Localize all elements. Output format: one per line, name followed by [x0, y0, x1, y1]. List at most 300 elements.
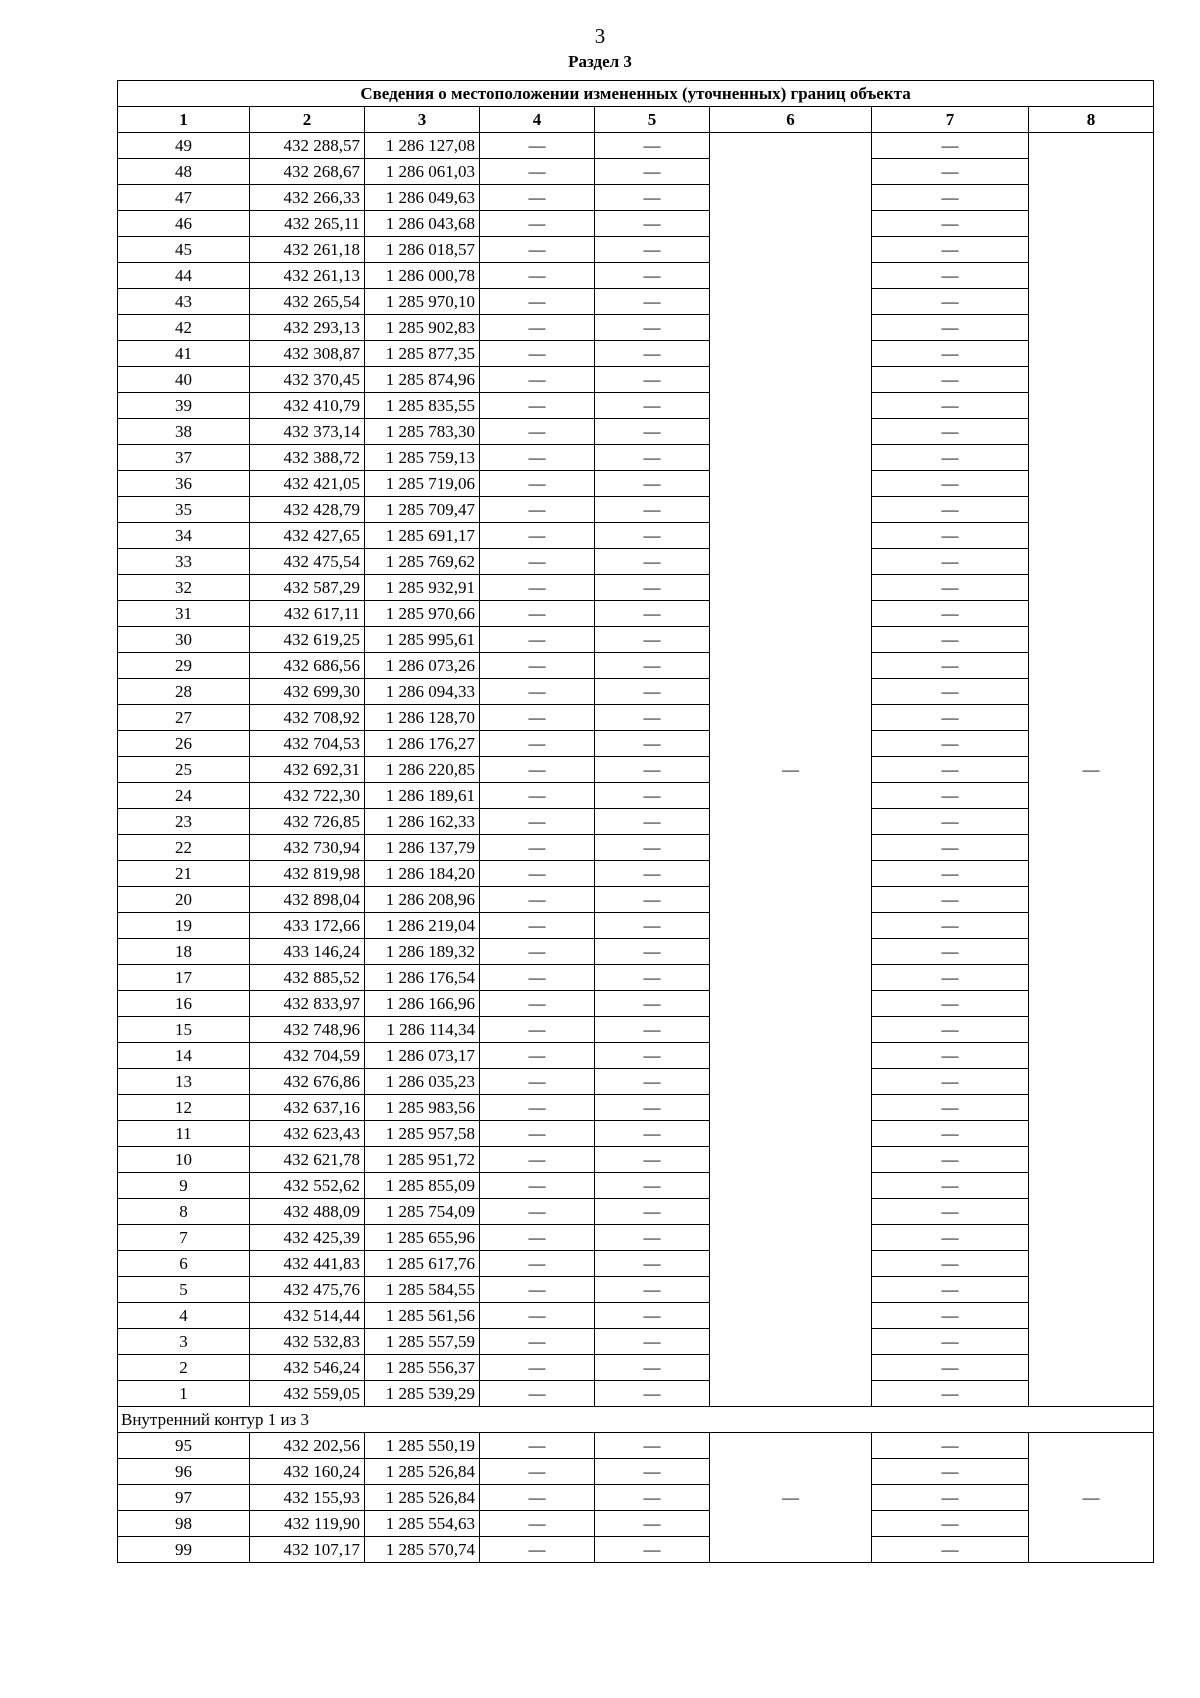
column-5-dash: — — [595, 549, 710, 575]
table-row — [118, 419, 1154, 445]
column-4-dash: — — [480, 185, 595, 211]
column-7-dash: — — [872, 1147, 1029, 1173]
point-number: 16 — [118, 991, 250, 1017]
coordinate-x: 432 637,16 — [250, 1095, 365, 1121]
column-5-dash: — — [595, 939, 710, 965]
coordinate-x: 432 428,79 — [250, 497, 365, 523]
column-5-dash: — — [595, 133, 710, 159]
coordinate-y: 1 285 570,74 — [365, 1537, 480, 1563]
column-5-dash: — — [595, 263, 710, 289]
table-row — [118, 913, 1154, 939]
table-row — [118, 1225, 1154, 1251]
column-4-dash: — — [480, 939, 595, 965]
column-4-dash: — — [480, 757, 595, 783]
coordinate-x: 433 146,24 — [250, 939, 365, 965]
coordinate-x: 432 708,92 — [250, 705, 365, 731]
point-number: 13 — [118, 1069, 250, 1095]
column-5-dash: — — [595, 393, 710, 419]
column-4-dash: — — [480, 523, 595, 549]
coordinate-x: 432 410,79 — [250, 393, 365, 419]
column-7-dash: — — [872, 835, 1029, 861]
column-5-dash: — — [595, 419, 710, 445]
column-4-dash: — — [480, 627, 595, 653]
table-row — [118, 1017, 1154, 1043]
coordinate-x: 432 546,24 — [250, 1355, 365, 1381]
column-4-dash: — — [480, 783, 595, 809]
column-4-dash: — — [480, 497, 595, 523]
coordinate-y: 1 285 617,76 — [365, 1251, 480, 1277]
point-number: 38 — [118, 419, 250, 445]
point-number: 18 — [118, 939, 250, 965]
column-number-5: 5 — [595, 107, 710, 133]
coordinate-y: 1 285 526,84 — [365, 1459, 480, 1485]
coordinate-y: 1 285 995,61 — [365, 627, 480, 653]
point-number: 98 — [118, 1511, 250, 1537]
coordinate-y: 1 285 655,96 — [365, 1225, 480, 1251]
point-number: 44 — [118, 263, 250, 289]
table-row — [118, 1485, 1154, 1511]
table-row — [118, 1043, 1154, 1069]
coordinate-x: 432 676,86 — [250, 1069, 365, 1095]
table-row — [118, 757, 1154, 783]
table-row — [118, 289, 1154, 315]
column-5-dash: — — [595, 341, 710, 367]
table-row — [118, 601, 1154, 627]
column-4-dash: — — [480, 1433, 595, 1459]
column-7-dash: — — [872, 861, 1029, 887]
column-4-dash: — — [480, 705, 595, 731]
coordinate-x: 432 704,53 — [250, 731, 365, 757]
column-number-4: 4 — [480, 107, 595, 133]
column-7-dash: — — [872, 653, 1029, 679]
point-number: 27 — [118, 705, 250, 731]
coordinate-x: 432 427,65 — [250, 523, 365, 549]
column-4-dash: — — [480, 1121, 595, 1147]
column-5-dash: — — [595, 315, 710, 341]
coordinate-y: 1 286 220,85 — [365, 757, 480, 783]
coordinate-x: 432 202,56 — [250, 1433, 365, 1459]
table-row — [118, 133, 1154, 159]
column-4-dash: — — [480, 341, 595, 367]
table-row — [118, 367, 1154, 393]
column-4-dash: — — [480, 263, 595, 289]
coordinate-y: 1 285 554,63 — [365, 1511, 480, 1537]
point-number: 2 — [118, 1355, 250, 1381]
coordinate-x: 432 730,94 — [250, 835, 365, 861]
table-row — [118, 315, 1154, 341]
coordinate-x: 432 107,17 — [250, 1537, 365, 1563]
table-row — [118, 549, 1154, 575]
column-4-dash: — — [480, 1017, 595, 1043]
coordinate-x: 432 898,04 — [250, 887, 365, 913]
column-4-dash: — — [480, 653, 595, 679]
table-row — [118, 1251, 1154, 1277]
coordinate-y: 1 286 166,96 — [365, 991, 480, 1017]
column-5-dash: — — [595, 1277, 710, 1303]
column-4-dash: — — [480, 159, 595, 185]
column-7-dash: — — [872, 1225, 1029, 1251]
column-4-dash: — — [480, 965, 595, 991]
coordinate-y: 1 285 709,47 — [365, 497, 480, 523]
coordinate-x: 432 441,83 — [250, 1251, 365, 1277]
column-4-dash: — — [480, 1251, 595, 1277]
table-row — [118, 1355, 1154, 1381]
column-4-dash: — — [480, 575, 595, 601]
column-7-dash: — — [872, 1121, 1029, 1147]
coordinate-y: 1 286 208,96 — [365, 887, 480, 913]
coordinate-x: 432 532,83 — [250, 1329, 365, 1355]
column-4-dash: — — [480, 549, 595, 575]
coordinate-y: 1 286 127,08 — [365, 133, 480, 159]
point-number: 21 — [118, 861, 250, 887]
column-7-dash: — — [872, 445, 1029, 471]
column-7-dash: — — [872, 991, 1029, 1017]
coordinate-y: 1 285 557,59 — [365, 1329, 480, 1355]
column-4-dash: — — [480, 679, 595, 705]
coordinate-x: 433 172,66 — [250, 913, 365, 939]
coordinate-x: 432 587,29 — [250, 575, 365, 601]
column-5-dash: — — [595, 1355, 710, 1381]
point-number: 35 — [118, 497, 250, 523]
coordinate-y: 1 286 176,27 — [365, 731, 480, 757]
column-4-dash: — — [480, 471, 595, 497]
column-7-dash: — — [872, 1459, 1029, 1485]
coordinate-x: 432 265,54 — [250, 289, 365, 315]
point-number: 41 — [118, 341, 250, 367]
coordinate-y: 1 285 855,09 — [365, 1173, 480, 1199]
coordinate-y: 1 286 049,63 — [365, 185, 480, 211]
coordinate-y: 1 285 970,66 — [365, 601, 480, 627]
column-5-dash: — — [595, 913, 710, 939]
column-4-dash: — — [480, 991, 595, 1017]
table-row — [118, 263, 1154, 289]
column-6-dash: — — [710, 133, 872, 1407]
coordinate-x: 432 308,87 — [250, 341, 365, 367]
coordinate-x: 432 293,13 — [250, 315, 365, 341]
point-number: 25 — [118, 757, 250, 783]
coordinate-y: 1 285 783,30 — [365, 419, 480, 445]
column-5-dash: — — [595, 861, 710, 887]
point-number: 5 — [118, 1277, 250, 1303]
column-5-dash: — — [595, 653, 710, 679]
point-number: 14 — [118, 1043, 250, 1069]
coordinate-y: 1 286 137,79 — [365, 835, 480, 861]
coordinate-y: 1 285 983,56 — [365, 1095, 480, 1121]
coordinate-x: 432 288,57 — [250, 133, 365, 159]
column-5-dash: — — [595, 445, 710, 471]
coordinate-x: 432 619,25 — [250, 627, 365, 653]
table-row — [118, 627, 1154, 653]
column-7-dash: — — [872, 1381, 1029, 1407]
table-row — [118, 705, 1154, 731]
coordinate-x: 432 268,67 — [250, 159, 365, 185]
coordinate-y: 1 286 162,33 — [365, 809, 480, 835]
coordinate-x: 432 421,05 — [250, 471, 365, 497]
point-number: 30 — [118, 627, 250, 653]
point-number: 11 — [118, 1121, 250, 1147]
column-7-dash: — — [872, 939, 1029, 965]
coordinate-y: 1 285 759,13 — [365, 445, 480, 471]
coordinate-y: 1 286 176,54 — [365, 965, 480, 991]
table-row — [118, 1329, 1154, 1355]
coordinate-x: 432 373,14 — [250, 419, 365, 445]
coordinate-x: 432 475,54 — [250, 549, 365, 575]
coordinate-y: 1 286 114,34 — [365, 1017, 480, 1043]
point-number: 7 — [118, 1225, 250, 1251]
coordinate-x: 432 119,90 — [250, 1511, 365, 1537]
coordinate-x: 432 623,43 — [250, 1121, 365, 1147]
column-4-dash: — — [480, 419, 595, 445]
column-7-dash: — — [872, 913, 1029, 939]
point-number: 39 — [118, 393, 250, 419]
column-5-dash: — — [595, 575, 710, 601]
coordinate-x: 432 475,76 — [250, 1277, 365, 1303]
table-row — [118, 159, 1154, 185]
coordinate-x: 432 833,97 — [250, 991, 365, 1017]
column-5-dash: — — [595, 731, 710, 757]
coordinate-x: 432 265,11 — [250, 211, 365, 237]
column-7-dash: — — [872, 1433, 1029, 1459]
point-number: 33 — [118, 549, 250, 575]
column-5-dash: — — [595, 679, 710, 705]
coordinate-y: 1 285 957,58 — [365, 1121, 480, 1147]
column-7-dash: — — [872, 471, 1029, 497]
coordinate-x: 432 692,31 — [250, 757, 365, 783]
coordinate-x: 432 488,09 — [250, 1199, 365, 1225]
table-row — [118, 1537, 1154, 1563]
point-number: 32 — [118, 575, 250, 601]
point-number: 97 — [118, 1485, 250, 1511]
coordinate-y: 1 285 754,09 — [365, 1199, 480, 1225]
table-row — [118, 783, 1154, 809]
coordinate-y: 1 286 184,20 — [365, 861, 480, 887]
table-row — [118, 393, 1154, 419]
column-6-dash: — — [710, 1433, 872, 1563]
column-7-dash: — — [872, 289, 1029, 315]
column-4-dash: — — [480, 289, 595, 315]
point-number: 95 — [118, 1433, 250, 1459]
column-7-dash: — — [872, 367, 1029, 393]
column-5-dash: — — [595, 1511, 710, 1537]
column-5-dash: — — [595, 757, 710, 783]
coordinate-y: 1 286 073,26 — [365, 653, 480, 679]
column-7-dash: — — [872, 627, 1029, 653]
table-row — [118, 1303, 1154, 1329]
point-number: 36 — [118, 471, 250, 497]
column-number-3: 3 — [365, 107, 480, 133]
column-8-dash: — — [1029, 1433, 1154, 1563]
coordinate-y: 1 285 526,84 — [365, 1485, 480, 1511]
column-7-dash: — — [872, 757, 1029, 783]
column-5-dash: — — [595, 159, 710, 185]
column-4-dash: — — [480, 1355, 595, 1381]
column-5-dash: — — [595, 965, 710, 991]
column-4-dash: — — [480, 1485, 595, 1511]
column-7-dash: — — [872, 1173, 1029, 1199]
coordinate-x: 432 722,30 — [250, 783, 365, 809]
point-number: 96 — [118, 1459, 250, 1485]
table-row — [118, 1381, 1154, 1407]
coordinate-y: 1 285 877,35 — [365, 341, 480, 367]
column-4-dash: — — [480, 835, 595, 861]
column-number-row — [118, 107, 1154, 133]
column-4-dash: — — [480, 1277, 595, 1303]
coordinate-y: 1 285 932,91 — [365, 575, 480, 601]
point-number: 19 — [118, 913, 250, 939]
column-7-dash: — — [872, 1277, 1029, 1303]
column-7-dash: — — [872, 1303, 1029, 1329]
column-4-dash: — — [480, 367, 595, 393]
column-7-dash: — — [872, 523, 1029, 549]
column-5-dash: — — [595, 809, 710, 835]
column-5-dash: — — [595, 1433, 710, 1459]
column-5-dash: — — [595, 367, 710, 393]
coordinate-x: 432 155,93 — [250, 1485, 365, 1511]
table-row — [118, 497, 1154, 523]
coordinate-y: 1 286 189,61 — [365, 783, 480, 809]
column-8-dash: — — [1029, 133, 1154, 1407]
column-4-dash: — — [480, 1459, 595, 1485]
table-row — [118, 965, 1154, 991]
page-number: 3 — [594, 24, 606, 48]
column-5-dash: — — [595, 1303, 710, 1329]
point-number: 43 — [118, 289, 250, 315]
column-7-dash: — — [872, 1485, 1029, 1511]
column-4-dash: — — [480, 861, 595, 887]
column-7-dash: — — [872, 1199, 1029, 1225]
table-row — [118, 809, 1154, 835]
point-number: 34 — [118, 523, 250, 549]
table-row — [118, 1121, 1154, 1147]
table-row — [118, 445, 1154, 471]
table-row — [118, 1147, 1154, 1173]
column-7-dash: — — [872, 341, 1029, 367]
column-5-dash: — — [595, 1485, 710, 1511]
column-number-8: 8 — [1029, 107, 1154, 133]
column-5-dash: — — [595, 1329, 710, 1355]
boundary-coordinates-table — [117, 80, 1154, 1563]
coordinate-x: 432 425,39 — [250, 1225, 365, 1251]
column-4-dash: — — [480, 1381, 595, 1407]
column-4-dash: — — [480, 731, 595, 757]
column-5-dash: — — [595, 289, 710, 315]
column-number-7: 7 — [872, 107, 1029, 133]
column-5-dash: — — [595, 523, 710, 549]
coordinate-y: 1 285 561,56 — [365, 1303, 480, 1329]
contour-label: Внутренний контур 1 из 3 — [118, 1407, 1154, 1433]
column-4-dash: — — [480, 133, 595, 159]
column-7-dash: — — [872, 237, 1029, 263]
column-5-dash: — — [595, 1173, 710, 1199]
column-5-dash: — — [595, 1537, 710, 1563]
coordinate-y: 1 286 061,03 — [365, 159, 480, 185]
column-7-dash: — — [872, 1095, 1029, 1121]
column-4-dash: — — [480, 887, 595, 913]
column-7-dash: — — [872, 679, 1029, 705]
column-7-dash: — — [872, 705, 1029, 731]
column-7-dash: — — [872, 549, 1029, 575]
point-number: 49 — [118, 133, 250, 159]
column-7-dash: — — [872, 1511, 1029, 1537]
point-number: 40 — [118, 367, 250, 393]
column-5-dash: — — [595, 1095, 710, 1121]
table-row — [118, 1459, 1154, 1485]
table-row — [118, 1433, 1154, 1459]
column-7-dash: — — [872, 965, 1029, 991]
table-row — [118, 1069, 1154, 1095]
column-5-dash: — — [595, 1199, 710, 1225]
coordinate-y: 1 286 018,57 — [365, 237, 480, 263]
table-row — [118, 991, 1154, 1017]
coordinate-y: 1 285 769,62 — [365, 549, 480, 575]
coordinate-x: 432 261,13 — [250, 263, 365, 289]
column-5-dash: — — [595, 1043, 710, 1069]
coordinate-y: 1 285 691,17 — [365, 523, 480, 549]
column-5-dash: — — [595, 887, 710, 913]
table-row — [118, 471, 1154, 497]
coordinate-x: 432 699,30 — [250, 679, 365, 705]
point-number: 37 — [118, 445, 250, 471]
column-4-dash: — — [480, 809, 595, 835]
column-7-dash: — — [872, 783, 1029, 809]
column-5-dash: — — [595, 1069, 710, 1095]
coordinate-x: 432 266,33 — [250, 185, 365, 211]
point-number: 24 — [118, 783, 250, 809]
column-number-6: 6 — [710, 107, 872, 133]
coordinate-y: 1 286 073,17 — [365, 1043, 480, 1069]
point-number: 1 — [118, 1381, 250, 1407]
column-5-dash: — — [595, 237, 710, 263]
column-5-dash: — — [595, 705, 710, 731]
column-5-dash: — — [595, 185, 710, 211]
column-5-dash: — — [595, 1459, 710, 1485]
coordinate-y: 1 285 874,96 — [365, 367, 480, 393]
table-row — [118, 939, 1154, 965]
column-7-dash: — — [872, 315, 1029, 341]
column-5-dash: — — [595, 211, 710, 237]
column-4-dash: — — [480, 1147, 595, 1173]
column-4-dash: — — [480, 211, 595, 237]
point-number: 10 — [118, 1147, 250, 1173]
coordinate-y: 1 285 835,55 — [365, 393, 480, 419]
column-4-dash: — — [480, 1095, 595, 1121]
table-row — [118, 1095, 1154, 1121]
coordinate-y: 1 286 035,23 — [365, 1069, 480, 1095]
table-row — [118, 237, 1154, 263]
point-number: 6 — [118, 1251, 250, 1277]
coordinate-x: 432 388,72 — [250, 445, 365, 471]
table-row — [118, 211, 1154, 237]
column-5-dash: — — [595, 471, 710, 497]
table-row — [118, 341, 1154, 367]
coordinate-x: 432 261,18 — [250, 237, 365, 263]
coordinate-y: 1 285 902,83 — [365, 315, 480, 341]
point-number: 20 — [118, 887, 250, 913]
point-number: 12 — [118, 1095, 250, 1121]
table-row — [118, 653, 1154, 679]
table-row — [118, 835, 1154, 861]
column-5-dash: — — [595, 601, 710, 627]
point-number: 48 — [118, 159, 250, 185]
coordinate-x: 432 748,96 — [250, 1017, 365, 1043]
column-5-dash: — — [595, 1251, 710, 1277]
table-row — [118, 731, 1154, 757]
contour-label-row — [118, 1407, 1154, 1433]
column-7-dash: — — [872, 393, 1029, 419]
column-5-dash: — — [595, 627, 710, 653]
table-row — [118, 1199, 1154, 1225]
table-row — [118, 679, 1154, 705]
